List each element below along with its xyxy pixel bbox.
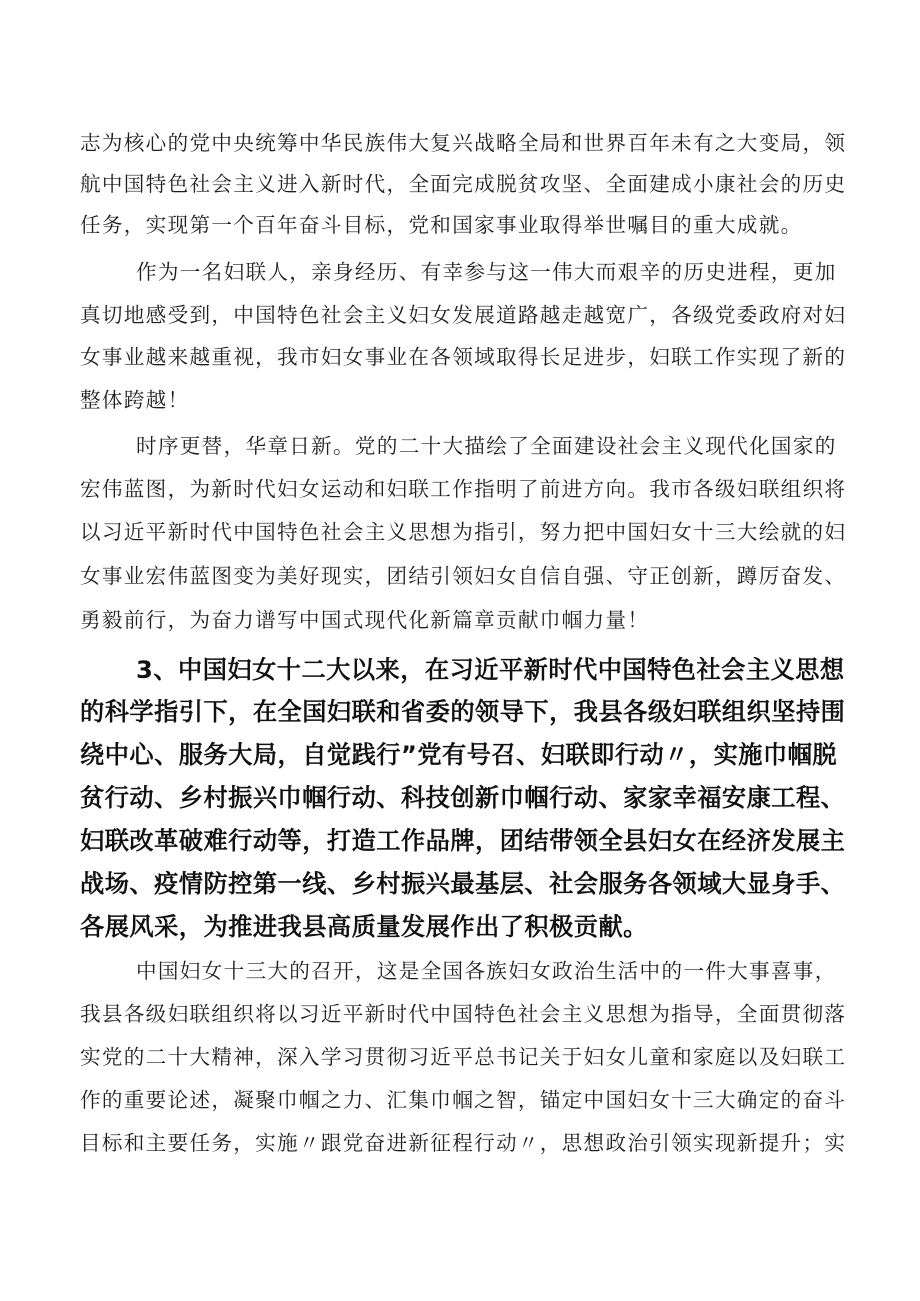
- text-line: 宏伟蓝图，为新时代妇女运动和妇联工作指明了前进方向。我市各级妇联组织将: [80, 477, 847, 501]
- text-line: 妇联改革破难行动等，打造工作品牌，团结带领全县妇女在经济发展主: [80, 827, 846, 855]
- text-line: 以习近平新时代中国特色社会主义思想为指引，努力把中国妇女十三大绘就的妇: [80, 520, 847, 544]
- text-line: 航中国特色社会主义进入新时代，全面完成脱贫攻坚、全面建成小康社会的历史: [80, 172, 847, 196]
- text-line: 女事业越来越重视，我市妇女事业在各领域取得长足进步，妇联工作实现了新的: [80, 345, 847, 369]
- text-line: 各展风采，为推进我县高质量发展作出了积极贡献。: [80, 913, 648, 941]
- text-line: 作为一名妇联人，亲身经历、有幸参与这一伟大而艰辛的历史进程，更加: [136, 260, 837, 284]
- text-line: 勇毅前行，为奋力谱写中国式现代化新篇章贡献巾帼力量！: [80, 608, 650, 632]
- text-line: 时序更替，华章日新。党的二十大描绘了全面建设社会主义现代化国家的: [136, 434, 837, 458]
- text-line: 3、中国妇女十二大以来，在习近平新时代中国特色社会主义思想: [136, 656, 845, 684]
- text-line: 志为核心的党中央统筹中华民族伟大复兴战略全局和世界百年未有之大变局，领: [80, 131, 847, 155]
- text-line: 任务，实现第一个百年奋斗目标，党和国家事业取得举世嘱目的重大成就。: [80, 213, 803, 237]
- text-line: 我县各级妇联组织将以习近平新时代中国特色社会主义思想为指导，全面贯彻落: [80, 1002, 847, 1026]
- text-line: 的科学指引下，在全国妇联和省委的领导下，我县各级妇联组织坚持围: [80, 698, 846, 726]
- text-line: 作的重要论述，凝聚巾帼之力、汇集巾帼之智，锚定中国妇女十三大确定的奋斗: [80, 1088, 847, 1112]
- text-line: 目标和主要任务，实施〃跟党奋进新征程行动〃，思想政治引领实现新提升；实: [80, 1131, 847, 1155]
- text-line: 真切地感受到，中国特色社会主义妇女发展道路越走越宽广，各级党委政府对妇: [80, 303, 847, 327]
- text-line: 贫行动、乡村振兴巾帼行动、科技创新巾帼行动、家家幸福安康工程、: [80, 784, 846, 812]
- text-line: 绕中心、服务大局，自觉践行”党有号召、妇联即行动〃，实施巾帼脱: [80, 741, 838, 769]
- text-line: 中国妇女十三大的召开，这是全国各族妇女政治生活中的一件大事喜事，: [136, 959, 837, 983]
- text-line: 整体跨越！: [80, 388, 190, 412]
- text-line: 实党的二十大精神，深入学习贯彻习近平总书记关于妇女儿童和家庭以及妇联工: [80, 1045, 847, 1069]
- text-line: 战场、疫情防控第一线、乡村振兴最基层、社会服务各领域大显身手、: [80, 870, 846, 898]
- text-line: 女事业宏伟蓝图变为美好现实，团结引领妇女自信自强、守正创新，蹲厉奋发、: [80, 564, 847, 588]
